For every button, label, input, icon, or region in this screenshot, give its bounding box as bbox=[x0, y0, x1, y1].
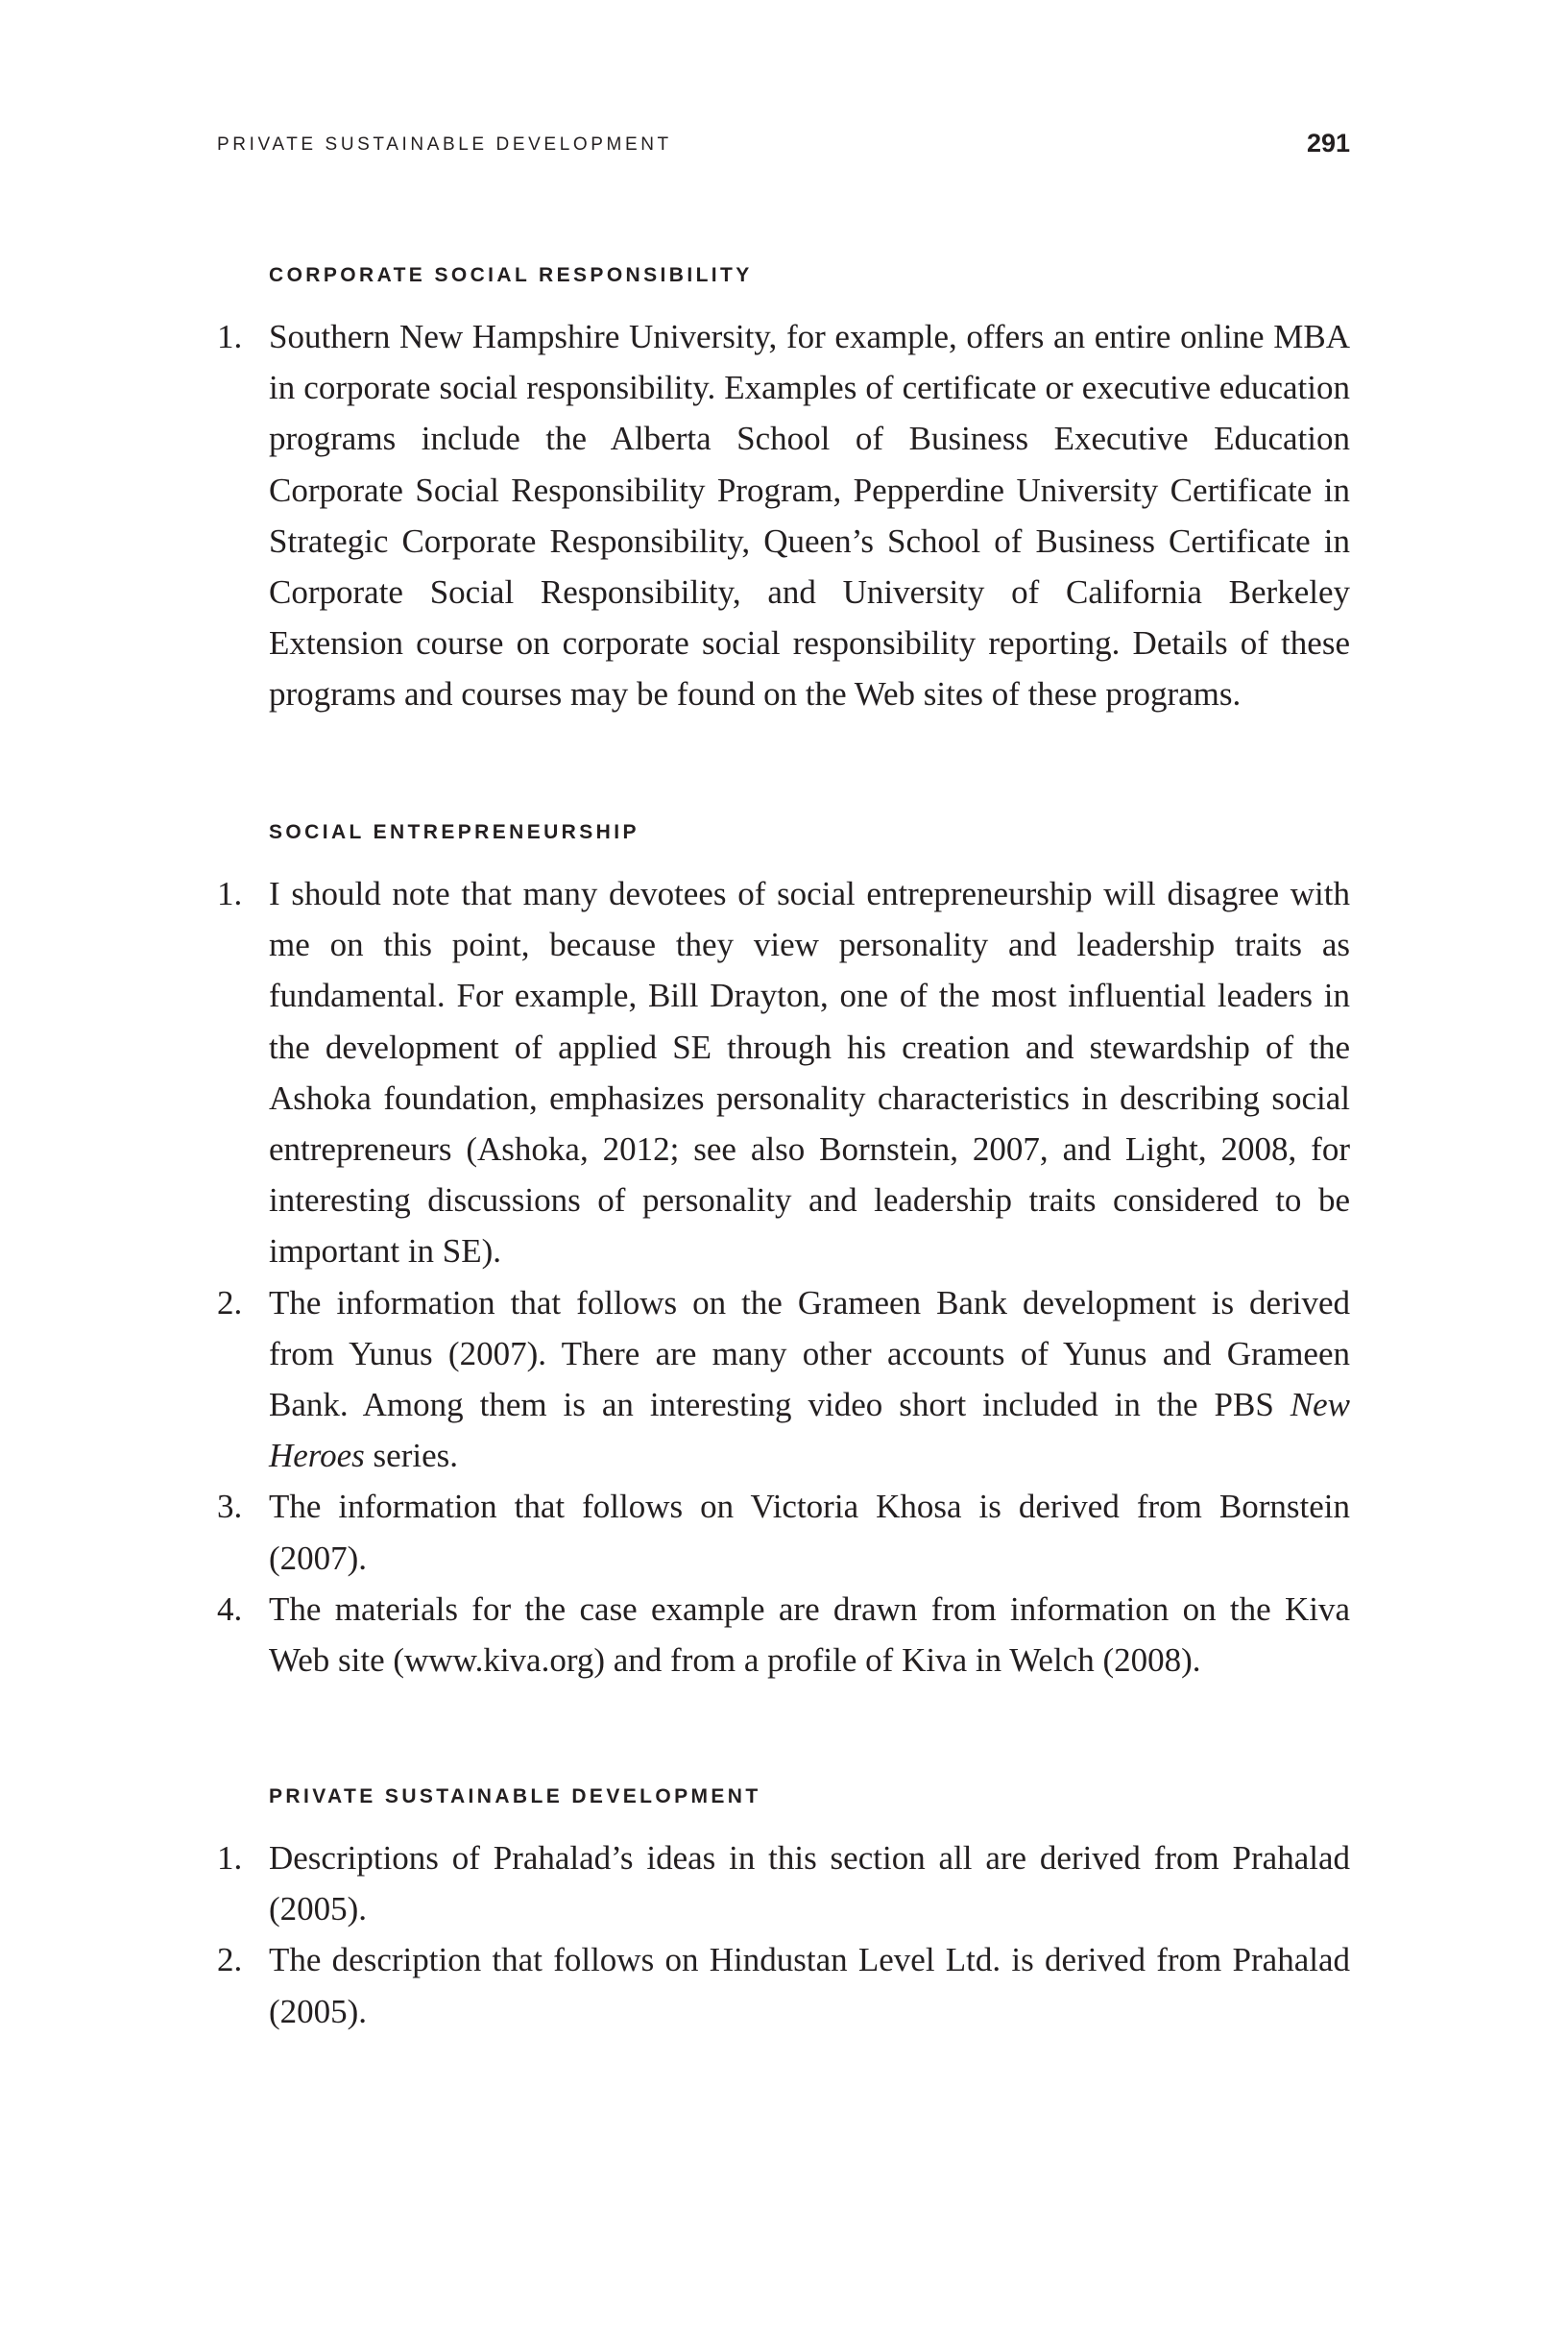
note-text-part: series. bbox=[364, 1437, 458, 1475]
running-header bbox=[217, 129, 1350, 161]
note-text: Descriptions of Prahalad’s ideas in this section all are derived from Prahalad (2005). bbox=[269, 1839, 1350, 1928]
note-number: 1. bbox=[217, 875, 243, 912]
note-text-part: The information that follows on the Grameen Bank development is derived from Yunus (2007). There are many other accounts of Yunus and Grameen Bank. Among them is an interesting video short included in the PBS bbox=[269, 1283, 1350, 1424]
notes-list-csr bbox=[217, 311, 1350, 720]
note-text: I should note that many devotees of social entrepreneurship will disagree with me on this point, because they view personality and leadership traits as fundamental. For example, Bill Drayton, one of the most influential leaders in the development of applied SE through his creation and stewardship of the Ashoka foundation, emphasizes personality characteristics in describing social entrepreneurs (Ashoka, 2012; see also Bornstein, 2007, and Light, 2008, for interesting discussions of personality and leadership traits considered to be important in SE). bbox=[269, 875, 1350, 1271]
notes-list-private-sustainable-development bbox=[217, 1832, 1350, 2037]
note-text: The information that follows on Victoria Khosa is derived from Bornstein (2007). bbox=[269, 1488, 1350, 1577]
page-number: 291 bbox=[1306, 129, 1350, 158]
endnote bbox=[217, 1832, 1350, 1934]
series-title: New Heroes bbox=[269, 1386, 1350, 1475]
endnote bbox=[217, 1277, 1350, 1482]
note-number: 1. bbox=[217, 318, 243, 355]
note-number: 2. bbox=[217, 1283, 243, 1321]
endnote bbox=[217, 1584, 1350, 1685]
note-number: 2. bbox=[217, 1941, 243, 1979]
note-number: 3. bbox=[217, 1488, 243, 1526]
section-heading-social-entrepreneurship: SOCIAL ENTREPRENEURSHIP bbox=[269, 821, 639, 844]
endnote bbox=[217, 868, 1350, 1277]
notes-list-social-entrepreneurship bbox=[217, 868, 1350, 1685]
note-number: 4. bbox=[217, 1589, 243, 1628]
note-text: The materials for the case example are drawn from information on the Kiva Web site (www.kiva.org) and from a profile of Kiva in Welch (2008). bbox=[269, 1589, 1350, 1680]
running-title: PRIVATE SUSTAINABLE DEVELOPMENT bbox=[217, 134, 672, 155]
note-number: 1. bbox=[217, 1839, 243, 1877]
note-text bbox=[269, 1284, 1350, 1475]
endnote bbox=[217, 1934, 1350, 2036]
endnote bbox=[217, 1481, 1350, 1583]
note-text: The description that follows on Hindustan Level Ltd. is derived from Prahalad (2005). bbox=[269, 1941, 1350, 2030]
section-heading-csr: CORPORATE SOCIAL RESPONSIBILITY bbox=[269, 264, 753, 287]
note-text: Southern New Hampshire University, for example, offers an entire online MBA in corporate social responsibility. Examples of certificate or executive education programs include the Alberta School of Business Executive Education Corporate Social Responsibility Program, Pepperdine University Certificate in Strategic Corporate Responsibility, Queen’s School of Business Certificate in Corporate Social Responsibility, and University of California Berkeley Extension course on corporate social responsibility reporting. Details of these programs and courses may be found on the Web sites of these programs. bbox=[269, 318, 1350, 714]
section-heading-private-sustainable-development: PRIVATE SUSTAINABLE DEVELOPMENT bbox=[269, 1785, 761, 1808]
endnote bbox=[217, 311, 1350, 720]
